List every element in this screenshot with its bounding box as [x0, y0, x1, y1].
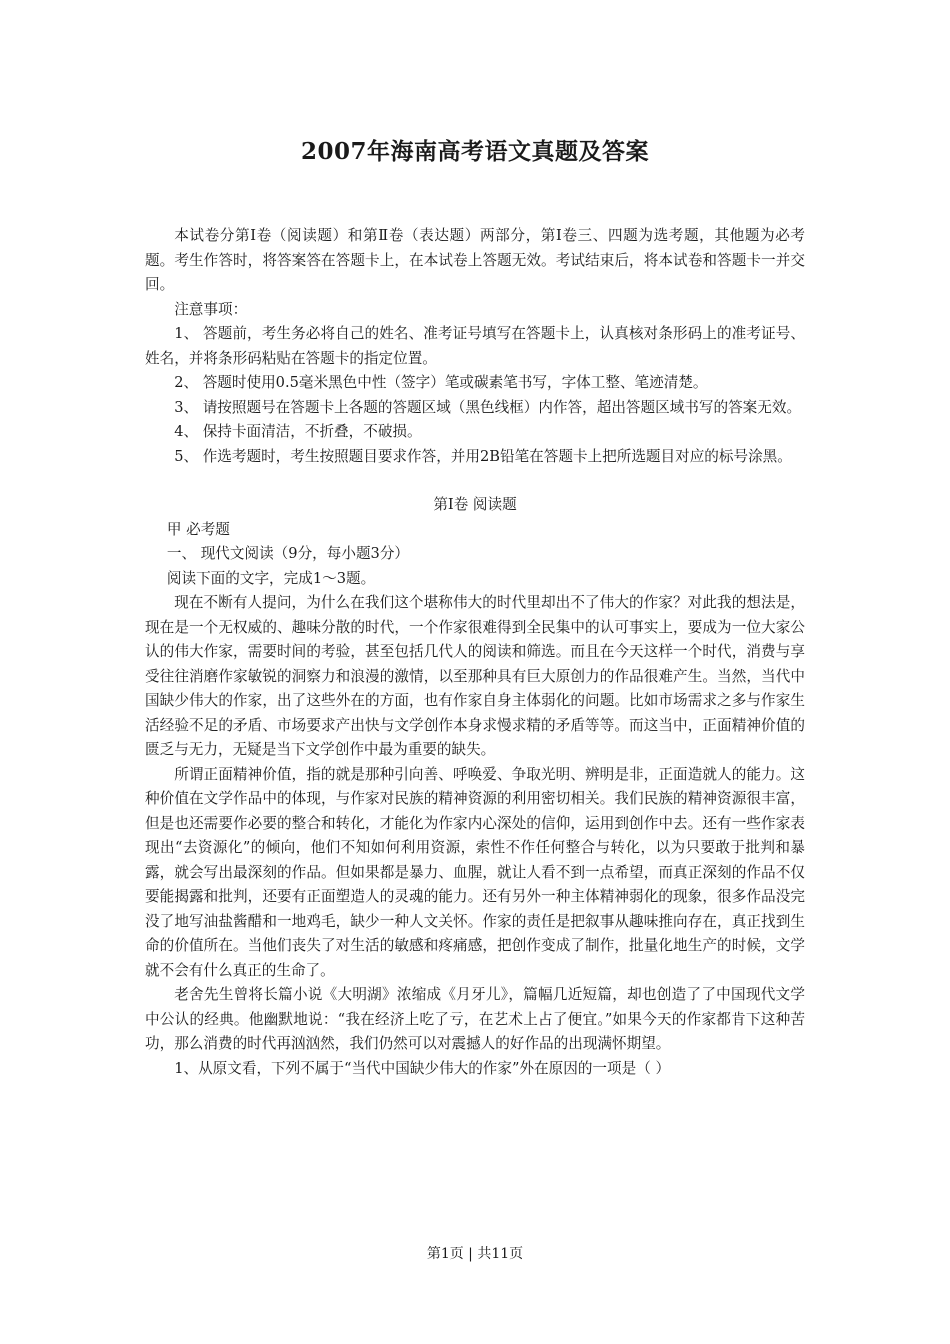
passage-paragraph-1: 现在不断有人提问，为什么在我们这个堪称伟大的时代里却出不了伟大的作家？对此我的想法是，现在是一个无权威的、趣味分散的时代，一个作家很难得到全民集中的认可事实上，要成为一位大家公认的伟大作家，需要时间的考验，甚至包括几代人的阅读和筛选。而且在今天这样一个时代，消费与享受往往消磨作家敏锐的洞察力和浪漫的激情，以至那种具有巨大原创力的作品很难产生。当然，当代中国缺少伟大的作家，出了这些外在的方面，也有作家自身主体弱化的问题。比如市场需求之多与作家生活经验不足的矛盾、市场要求产出快与文学创作本身求慢求精的矛盾等等。而这当中，正面精神价值的匮乏与无力，无疑是当下文学创作中最为重要的缺失。	[145, 594, 805, 758]
passage-paragraph-2: 所谓正面精神价值，指的就是那种引向善、呼唤爱、争取光明、辨明是非，正面造就人的能力。这种价值在文学作品中的体现，与作家对民族的精神资源的利用密切相关。我们民族的精神资源很丰富，但是也还需要作必要的整合和转化，才能化为作家内心深处的信仰，运用到创作中去。还有一些作家表现出“去资源化”的倾向，他们不知如何利用资源，索性不作任何整合与转化，以为只要敢于批判和暴露，就会写出最深刻的作品。但如果都是暴力、血腥，就让人看不到一点希望，而真正深刻的作品不仅要能揭露和批判，还要有正面塑造人的灵魂的能力。还有另外一种主体精神弱化的现象，很多作品没完没了地写油盐酱醋和一地鸡毛，缺少一种人文关怀。作家的责任是把叙事从趣味推向存在，真正找到生命的价值所在。当他们丧失了对生活的敏感和疼痛感，把创作变成了制作，批量化地生产的时候，文学就不会有什么真正的生命了。	[145, 765, 805, 979]
document-body	[145, 224, 805, 1081]
notice-item-3: 3、 请按照题号在答题卡上各题的答题区域（黑色线框）内作答，超出答题区域书写的答案无效。	[174, 398, 802, 416]
notice-item-2: 2、 答题时使用0.5毫米黑色中性（签字）笔或碳素笔书写，字体工整、笔迹清楚。	[174, 374, 708, 391]
document-title: 2007年海南高考语文真题及答案	[300, 138, 649, 165]
reading-instruction: 阅读下面的文字，完成1～3题。	[166, 569, 376, 587]
part-label: 甲 必考题	[166, 520, 230, 538]
passage-paragraph-3: 老舍先生曾将长篇小说《大明湖》浓缩成《月牙儿》，篇幅几近短篇，却也创造了了中国现代文学中公认的经典。他幽默地说：“我在经济上吃了亏，在艺术上占了便宜。”如果今天的作家都肯下这种苦功，那么消费的时代再汹汹然，我们仍然可以对震撼人的好作品的出现满怀期望。	[145, 986, 805, 1052]
intro-paragraph: 本试卷分第Ⅰ卷（阅读题）和第Ⅱ卷（表达题）两部分，第Ⅰ卷三、四题为选考题，其他题为必考题。考生作答时，将答案答在答题卡上，在本试卷上答题无效。考试结束后，将本试卷和答题卡一并交回。	[145, 227, 805, 293]
notice-item-4: 4、 保持卡面清洁，不折叠，不破损。	[174, 423, 422, 440]
notice-item-5: 5、 作选考题时，考生按照题目要求作答，并用2B铅笔在答题卡上把所选题目对应的标号涂黑。	[174, 447, 792, 465]
notice-item-1: 1、 答题前，考生务必将自己的姓名、准考证号填写在答题卡上，认真核对条形码上的准考证号、姓名，并将条形码粘贴在答题卡的指定位置。	[145, 325, 805, 367]
page-footer: 第1页 | 共11页	[426, 1246, 524, 1262]
notice-heading: 注意事项：	[174, 300, 248, 318]
question-1: 1、从原文看，下列不属于“当代中国缺少伟大的作家”外在原因的一项是（ ）	[174, 1059, 671, 1077]
question-group-heading: 一、 现代文阅读（9分，每小题3分）	[166, 545, 410, 562]
section-title: 第Ⅰ卷 阅读题	[433, 496, 517, 513]
